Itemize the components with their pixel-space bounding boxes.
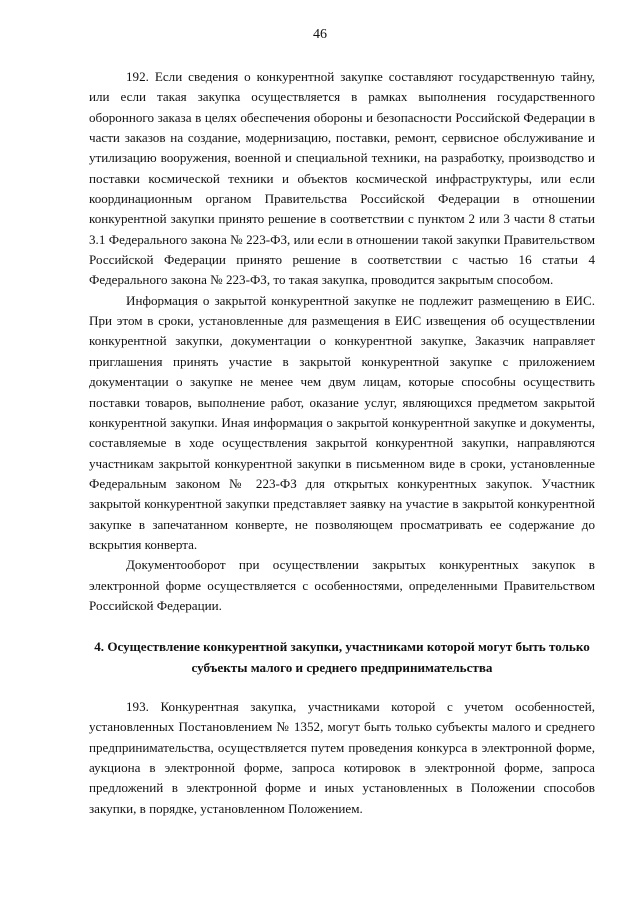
page-number: 46 bbox=[313, 27, 327, 42]
paragraph-193: 193. Конкурентная закупка, участниками которой с учетом особенностей, установленных Постановлением № 1352, могут быть только субъекты малого и среднего предпринимательства, осуществляется путем проведения конкурса в электронной форме, аукциона в электронной форме, запроса котировок в электронной форме, запроса предложений в электронной форме и иных установленных в Положении способов закупки, в порядке, установленном Положением. bbox=[89, 698, 595, 816]
section-heading: 4. Осуществление конкурентной закупки, участниками которой могут быть только субъекты малого и среднего предпринимательства bbox=[94, 639, 590, 675]
paragraph-192: 192. Если сведения о конкурентной закупке составляют государственную тайну, или если такая закупка осуществляется в рамках выполнения государственного оборонного заказа в целях обеспечения обороны и безопасности Российской Федерации в части заказов на создание, модернизацию, поставки, ремонт, сервисное обслуживание и утилизацию вооружения, военной и специальной техники, на разработку, производство и поставки космической техники и объектов космической инфраструктуры, или если координационным органом Правительства Российской Федерации в отношении конкурентной закупки принято решение в соответствии с пунктом 2 или 3 части 8 статьи 3.1 Федерального закона № 223-ФЗ, или если в отношении такой закупки Правительством Российской Федерации принято решение в соответствии с частью 16 статьи 4 Федерального закона № 223-ФЗ, то такая закупка, проводится закрытым способом. bbox=[89, 69, 595, 288]
paragraph-document-flow: Документооборот при осуществлении закрытых конкурентных закупок в электронной форме осуществляется с особенностями, определенными Правительством Российской Федерации. bbox=[89, 557, 595, 613]
document-body bbox=[89, 67, 595, 819]
paragraph-closed-procurement-info: Информация о закрытой конкурентной закупке не подлежит размещению в ЕИС. При этом в сроки, установленные для размещения в ЕИС извещения об осуществлении конкурентной закупки, документации о конкурентной закупке, Заказчик направляет приглашения принять участие в закрытой конкурентной закупке с приложением документации о закупке не менее чем двум лицам, которые способны осуществить поставки товаров, выполнение работ, оказание услуг, являющихся предметом закрытой конкурентной закупки. Иная информация о закрытой конкурентной закупке и документы, составляемые в ходе осуществления закрытой конкурентной закупки, направляются участникам закрытой конкурентной закупки в письменном виде в сроки, установленные Федеральным законом № 223-ФЗ для открытых конкурентных закупок. Участник закрытой конкурентной закупки представляет заявку на участие в закрытой конкурентной закупке в запечатанном конверте, не позволяющем просматривать ее содержание до вскрытия конверта. bbox=[89, 292, 595, 552]
